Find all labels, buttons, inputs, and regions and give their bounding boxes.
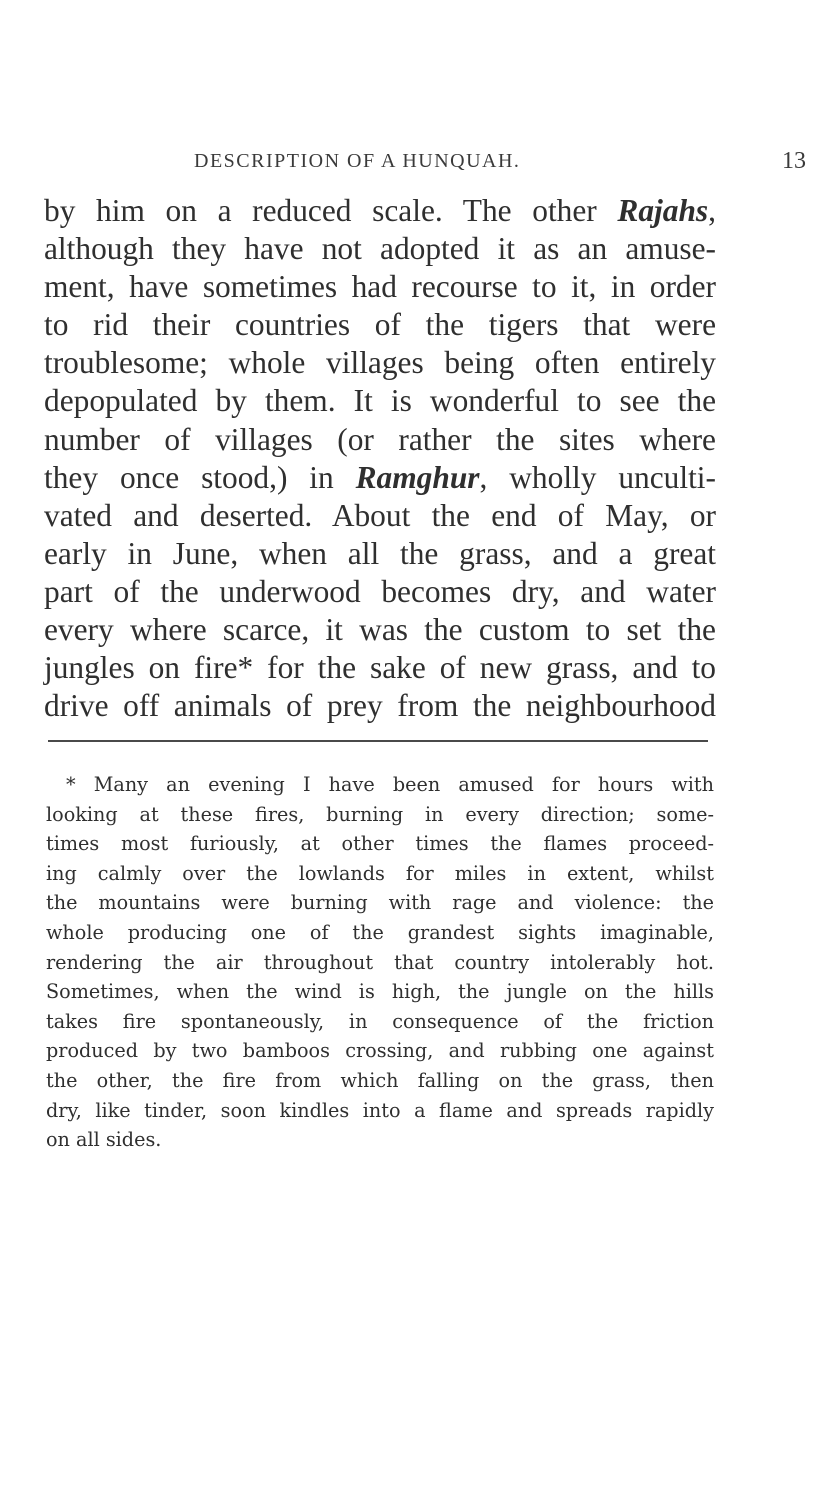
- body-line: they once stood,) in Ramghur, wholly unculti-: [44, 459, 716, 495]
- footnote-line: * Many an evening I have been amused for hours with: [66, 773, 714, 796]
- body-line: by him on a reduced scale. The other Rajahs,: [44, 193, 716, 228]
- footnote-divider: [48, 740, 708, 742]
- footnote-line: ing calmly over the lowlands for miles in extent, whilst: [46, 861, 714, 885]
- footnote: [46, 770, 714, 1155]
- body-line: every where scarce, it was the custom to set the: [44, 612, 716, 648]
- body-line: jungles on fire* for the sake of new grass, and to: [44, 650, 716, 686]
- body-line: to rid their countries of the tigers that were: [44, 307, 716, 343]
- footnote-line: rendering the air throughout that country intolerably hot.: [46, 950, 714, 974]
- footnote-line: times most furiously, at other times the flames proceed-: [46, 832, 714, 856]
- running-head-title: DESCRIPTION OF A HUNQUAH.: [194, 150, 521, 172]
- body-line: early in June, when all the grass, and a great: [44, 535, 716, 571]
- footnote-line: the mountains were burning with rage and violence: the: [46, 891, 714, 915]
- body-line: troublesome; whole villages being often entirely: [44, 345, 716, 381]
- footnote-line: Sometimes, when the wind is high, the jungle on the hills: [46, 980, 714, 1004]
- body-line: vated and deserted. About the end of May, or: [44, 497, 716, 533]
- footnote-line: takes fire spontaneously, in consequence of the friction: [46, 1009, 714, 1033]
- page-number: 13: [782, 148, 806, 174]
- running-head: [160, 150, 820, 180]
- footnote-line: on all sides.: [46, 1128, 162, 1152]
- footnote-line: the other, the fire from which falling on the grass, then: [46, 1068, 714, 1092]
- body-line: ment, have sometimes had recourse to it, in order: [44, 269, 716, 305]
- body-line: number of villages (or rather the sites where: [44, 421, 716, 457]
- body-line: although they have not adopted it as an amuse-: [44, 231, 716, 267]
- footnote-line: produced by two bamboos crossing, and rubbing one against: [46, 1039, 714, 1063]
- body-line: part of the underwood becomes dry, and water: [44, 573, 716, 609]
- footnote-line: looking at these fires, burning in every direction; some-: [46, 802, 714, 826]
- body-line: drive off animals of prey from the neighbourhood: [44, 688, 716, 724]
- body-text: [44, 192, 716, 725]
- footnote-line: whole producing one of the grandest sights imaginable,: [46, 920, 714, 944]
- footnote-line: dry, like tinder, soon kindles into a flame and spreads rapidly: [46, 1098, 714, 1122]
- body-line: depopulated by them. It is wonderful to see the: [44, 383, 716, 419]
